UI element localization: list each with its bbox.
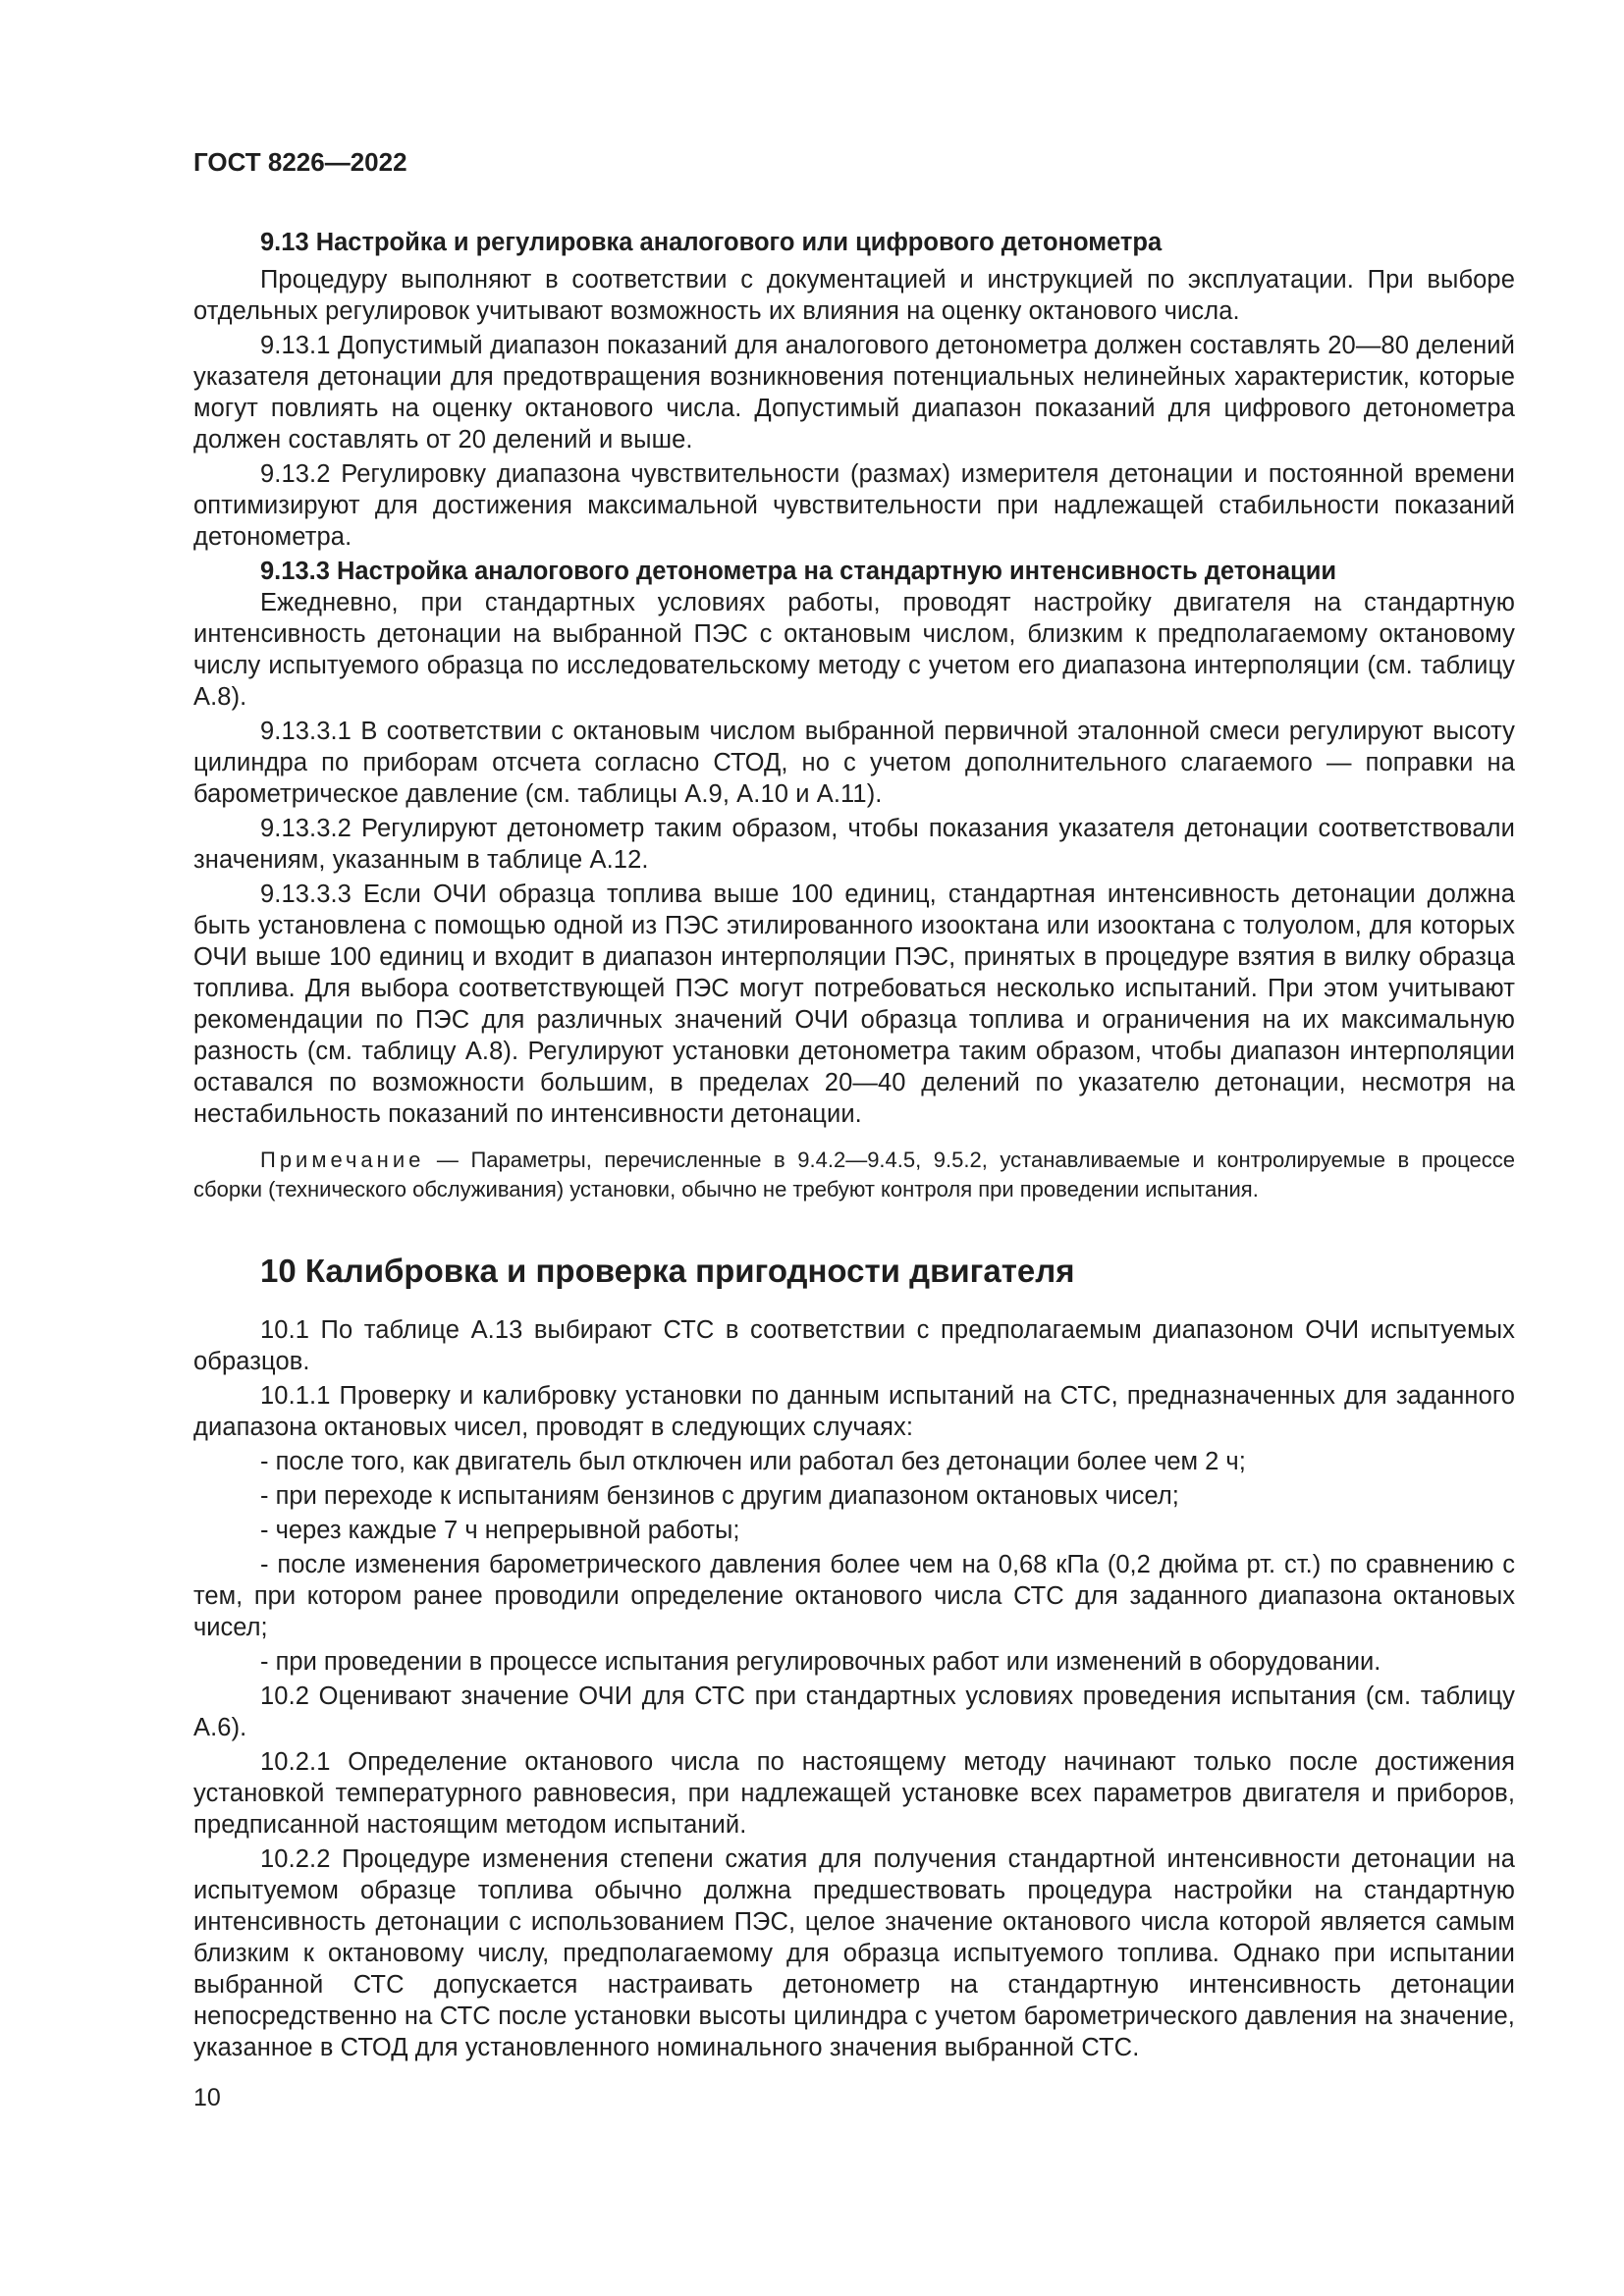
paragraph-10-2-2: 10.2.2 Процедуре изменения степени сжатия для получения стандартной интенсивности детонации на испытуемом образце топлива обычно должна предшествовать процедура настройки на стандартную интенсивность детонации с использованием ПЭС, целое значение октанового числа которой является самым близким к октановому числу, предполагаемому для образца испытуемого топлива. Однако при испытании выбранной СТС допускается настраивать детонометр на стандартную интенсивность детонации непосредственно на СТС после установки высоты цилиндра с учетом барометрического давления на значение, указанное в СТОД для установленного номинального значения выбранной СТС. bbox=[193, 1845, 1515, 2061]
paragraph-9-13-3-1: 9.13.3.1 В соответствии с октановым числом выбранной первичной эталонной смеси регулируют высоту цилиндра по приборам отсчета согласно СТОД, но с учетом дополнительного слагаемого — поправки на барометрическое давление (см. таблицы А.9, А.10 и А.11). bbox=[193, 718, 1515, 808]
list-item: - после изменения барометрического давления более чем на 0,68 кПа (0,2 дюйма рт. ст.) по сравнению с тем, при котором ранее проводили определение октанового числа СТС для заданного диапазона октановых чисел; bbox=[193, 1551, 1515, 1641]
document-code: ГОСТ 8226—2022 bbox=[193, 147, 407, 177]
heading-section-10: 10 Калибровка и проверка пригодности двигателя bbox=[260, 1253, 1075, 1289]
paragraph-10-2-1: 10.2.1 Определение октанового числа по настоящему методу начинают только после достижения установкой температурного равновесия, при надлежащей установке всех параметров двигателя и приборов, предписанной настоящим методом испытаний. bbox=[193, 1748, 1515, 1839]
list-item: - после того, как двигатель был отключен или работал без детонации более чем 2 ч; bbox=[260, 1448, 1246, 1475]
paragraph-10-2: 10.2 Оценивают значение ОЧИ для СТС при стандартных условиях проведения испытания (см. таблицу А.6). bbox=[193, 1682, 1515, 1741]
note-label: Примечание bbox=[260, 1148, 425, 1172]
paragraph-9-13-2: 9.13.2 Регулировку диапазона чувствительности (размах) измерителя детонации и постоянной времени оптимизируют для достижения максимальной чувствительности при надлежащей стабильности показаний детонометра. bbox=[193, 460, 1515, 551]
paragraph-9-13-1: 9.13.1 Допустимый диапазон показаний для аналогового детонометра должен составлять 20—80 делений указателя детонации для предотвращения возникновения потенциальных нелинейных характеристик, которые могут повлиять на оценку октанового числа. Допустимый диапазон показаний для цифрового детонометра должен составлять от 20 делений и выше. bbox=[193, 332, 1515, 454]
note bbox=[193, 1146, 1515, 1204]
page-content bbox=[193, 227, 1515, 2066]
list-item: - через каждые 7 ч непрерывной работы; bbox=[260, 1517, 740, 1544]
paragraph-10-1-1: 10.1.1 Проверку и калибровку установки по данным испытаний на СТС, предназначенных для заданного диапазона октановых чисел, проводят в следующих случаях: bbox=[193, 1382, 1515, 1441]
paragraph-10-1: 10.1 По таблице А.13 выбирают СТС в соответствии с предполагаемым диапазоном ОЧИ испытуемых образцов. bbox=[193, 1316, 1515, 1375]
paragraph-9-13-3-2: 9.13.3.2 Регулируют детонометр таким образом, чтобы показания указателя детонации соответствовали значениям, указанным в таблице А.12. bbox=[193, 815, 1515, 874]
note-text: — Параметры, перечисленные в 9.4.2—9.4.5, 9.5.2, устанавливаемые и контролируемые в процессе сборки (технического обслуживания) установки, обычно не требуют контроля при проведении испытания. bbox=[193, 1148, 1515, 1201]
heading-9-13: 9.13 Настройка и регулировка аналогового или цифрового детонометра bbox=[260, 229, 1163, 256]
paragraph-9-13-3-3: 9.13.3.3 Если ОЧИ образца топлива выше 100 единиц, стандартная интенсивность детонации должна быть установлена с помощью одной из ПЭС этилированного изооктана или изооктана с толуолом, для которых ОЧИ выше 100 единиц и входит в диапазон интерполяции ПЭС, принятых в процедуре взятия в вилку образца топлива. Для выбора соответствующей ПЭС могут потребоваться несколько испытаний. При этом учитывают рекомендации по ПЭС для различных значений ОЧИ образца топлива и ограничения на их максимальную разность (см. таблицу А.8). Регулируют установки детонометра таким образом, чтобы диапазон интерполяции оставался по возможности большим, в пределах 20—40 делений по указателю детонации, несмотря на нестабильность показаний по интенсивности детонации. bbox=[193, 881, 1515, 1128]
heading-9-13-3: 9.13.3 Настройка аналогового детонометра на стандартную интенсивность детонации bbox=[260, 558, 1337, 585]
paragraph-9-13-3: Ежедневно, при стандартных условиях работы, проводят настройку двигателя на стандартную интенсивность детонации на выбранной ПЭС с октановым числом, близким к предполагаемому октановому числу испытуемого образца по исследовательскому методу с учетом его диапазона интерполяции (см. таблицу А.8). bbox=[193, 589, 1515, 711]
list-item: - при переходе к испытаниям бензинов с другим диапазоном октановых чисел; bbox=[260, 1482, 1179, 1510]
page-number: 10 bbox=[193, 2084, 221, 2111]
list-item: - при проведении в процессе испытания регулировочных работ или изменений в оборудовании. bbox=[260, 1648, 1381, 1676]
paragraph-9-13-intro: Процедуру выполняют в соответствии с документацией и инструкцией по эксплуатации. При выборе отдельных регулировок учитывают возможность их влияния на оценку октанового числа. bbox=[193, 266, 1515, 325]
